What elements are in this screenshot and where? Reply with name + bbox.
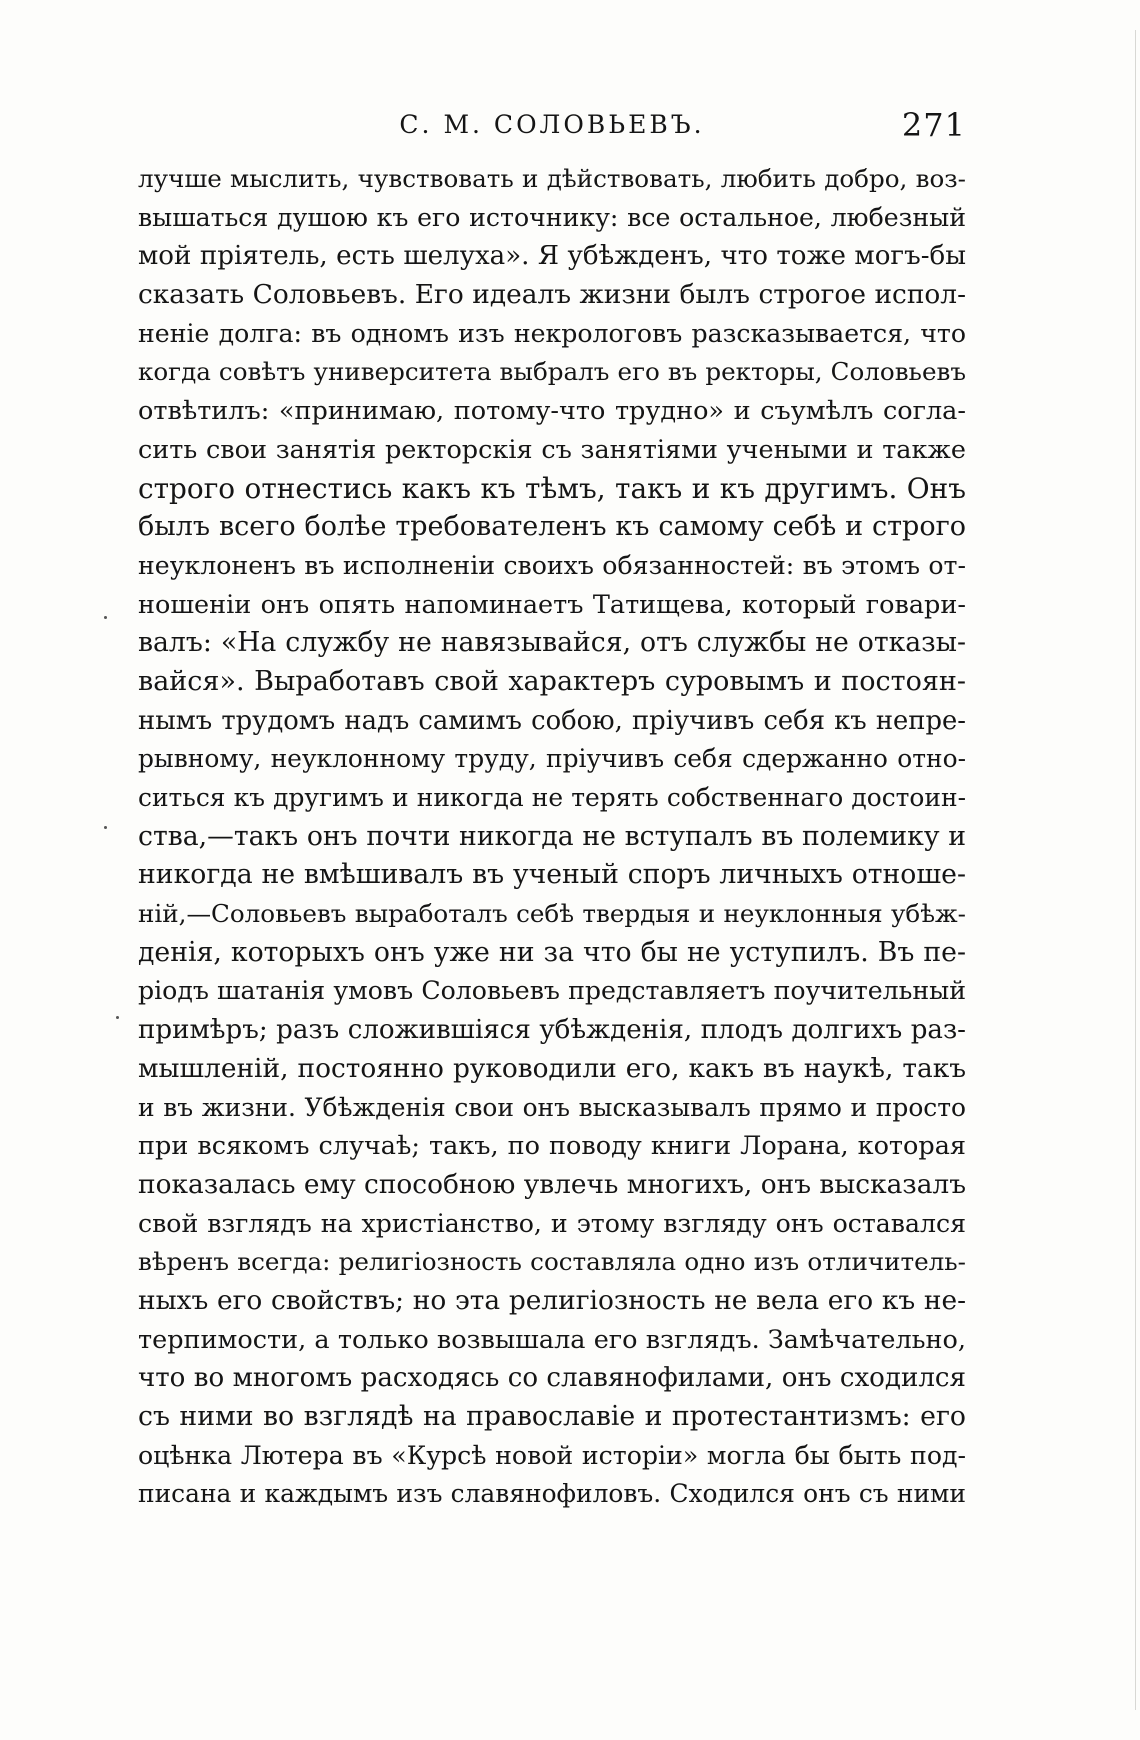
text-line: вѣренъ всегда: религіозность составляла одно изъ отличитель- — [138, 1247, 966, 1277]
text-line: мышленій, постоянно руководили его, какъ въ наукѣ, такъ — [138, 1052, 966, 1084]
text-line: былъ всего болѣе требователенъ къ самому себѣ и строго — [138, 511, 966, 543]
text-line: ріодъ шатанія умовъ Соловьевъ представляетъ поучительный — [138, 976, 966, 1006]
print-speck — [104, 826, 107, 829]
text-line: ношеніи онъ опять напоминаетъ Татищева, который говари- — [138, 589, 966, 620]
text-line: что во многомъ расходясь со славянофилами, онъ сходился — [138, 1363, 966, 1394]
text-line: строго отнестись какъ къ тѣмъ, такъ и къ другимъ. Онъ — [138, 471, 966, 505]
text-line: отвѣтилъ: «принимаю, потому-что трудно» и съумѣлъ согла- — [138, 396, 966, 427]
body-text — [138, 160, 966, 1514]
text-line: при всякомъ случаѣ; такъ, по поводу книги Лорана, которая — [138, 1131, 966, 1162]
text-line: свой взглядъ на христіанство, и этому взгляду онъ оставался — [138, 1208, 966, 1238]
text-line: терпимости, а только возвышала его взглядъ. Замѣчательно, — [138, 1324, 966, 1355]
running-head: С. М. СОЛОВЬЕВЪ. — [399, 110, 705, 139]
text-line: примѣръ; разъ сложившіяся убѣжденія, плодъ долгихъ раз- — [138, 1015, 966, 1046]
text-line: показалась ему способною увлечь многихъ, онъ высказалъ — [138, 1168, 966, 1200]
text-line: валъ: «На службу не навязывайся, отъ службы не отказы- — [138, 627, 966, 659]
text-line: рывному, неуклонному труду, пріучивъ себя сдержанно отно- — [138, 744, 966, 774]
text-line: нымъ трудомъ надъ самимъ собою, пріучивъ себя къ непре- — [138, 705, 966, 736]
text-line: когда совѣтъ университета выбралъ его въ ректоры, Соловьевъ — [138, 357, 966, 387]
text-line: и въ жизни. Убѣжденія свои онъ высказывалъ прямо и просто — [138, 1092, 966, 1122]
text-line: оцѣнка Лютера въ «Курсѣ новой исторіи» могла бы быть под- — [138, 1440, 966, 1470]
text-line: мой пріятель, есть шелуха». Я убѣжденъ, что тоже могъ-бы — [138, 241, 966, 272]
text-line: сить свои занятія ректорскія съ занятіями учеными и также — [138, 434, 966, 465]
text-line: писана и каждымъ изъ славянофиловъ. Сходился онъ съ ними — [138, 1479, 966, 1509]
text-line: неуклоненъ въ исполненіи своихъ обязанностей: въ этомъ от- — [138, 550, 966, 580]
text-line: ситься къ другимъ и никогда не терять собственнаго достоин- — [138, 783, 966, 812]
text-line: лучше мыслить, чувствовать и дѣйствовать, любить добро, воз- — [138, 164, 966, 193]
print-speck — [116, 1016, 119, 1019]
text-line: вышаться душою къ его источнику: все остальное, любезный — [138, 202, 966, 232]
text-line: вайся». Выработавъ свой характеръ суровымъ и постоян- — [138, 665, 966, 697]
text-line: ства,—такъ онъ почти никогда не вступалъ въ полемику и — [138, 820, 966, 852]
text-line: никогда не вмѣшивалъ въ ученый споръ личныхъ отноше- — [138, 859, 966, 891]
text-line: съ ними во взглядѣ на православіе и протестантизмъ: его — [138, 1401, 966, 1432]
text-line: ній,—Соловьевъ выработалъ себѣ твердыя и неуклонныя убѣж- — [138, 899, 966, 929]
text-line: ныхъ его свойствъ; но эта религіозность не вела его къ не- — [138, 1284, 966, 1316]
text-line: сказать Соловьевъ. Его идеалъ жизни былъ строгое испол- — [138, 279, 966, 311]
text-line: неніе долга: въ одномъ изъ некрологовъ разсказывается, что — [138, 318, 966, 348]
text-line: денія, которыхъ онъ уже ни за что бы не уступилъ. Въ пе- — [138, 936, 966, 968]
page-header — [138, 106, 966, 146]
print-speck — [104, 616, 107, 619]
page-edge-line — [1135, 30, 1136, 1710]
page-number: 271 — [901, 106, 966, 144]
